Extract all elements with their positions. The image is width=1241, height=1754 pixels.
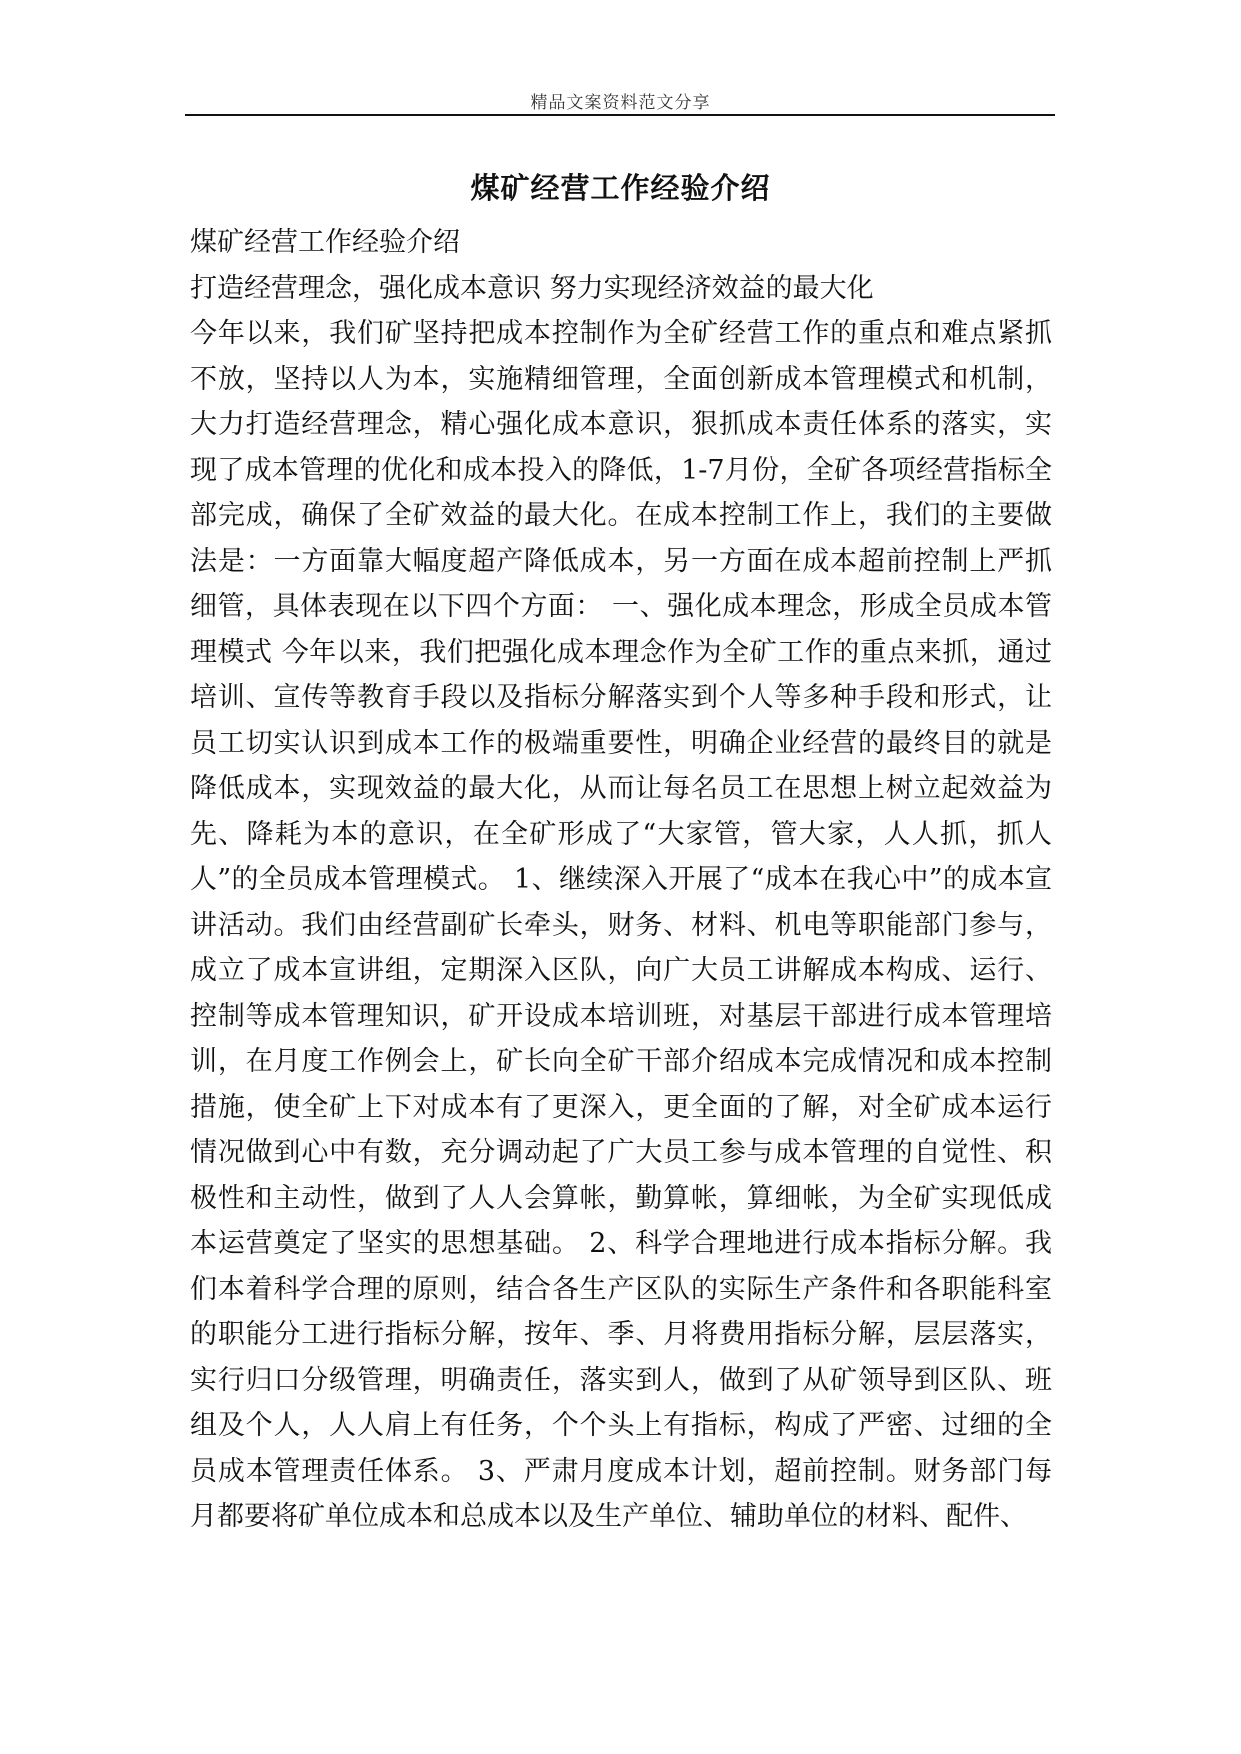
header-divider — [185, 114, 1055, 116]
document-paragraph: 今年以来，我们矿坚持把成本控制作为全矿经营工作的重点和难点紧抓不放，坚持以人为本，实施精细管理，全面创新成本管理模式和机制，大力打造经营理念，精心强化成本意识，狠抓成本责任体系的落实，实现了成本管理的优化和成本投入的降低，1-7月份，全矿各项经营指标全部完成，确保了全矿效益的最大化。在成本控制工作上，我们的主要做法是：一方面靠大幅度超产降低成本，另一方面在成本超前控制上严抓细管，具体表现在以下四个方面： 一、强化成本理念，形成全员成本管理模式 今年以来，我们把强化成本理念作为全矿工作的重点来抓，通过培训、宣传等教育手段以及指标分解落实到个人等多种手段和形式，让员工切实认识到成本工作的极端重要性，明确企业经营的最终目的就是降低成本，实现效益的最大化，从而让每名员工在思想上树立起效益为先、降耗为本的意识，在全矿形成了“大家管，管大家，人人抓，抓人人”的全员成本管理模式。 1、继续深入开展了“成本在我心中”的成本宣讲活动。我们由经营副矿长牵头，财务、材料、机电等职能部门参与，成立了成本宣讲组，定期深入区队，向广大员工讲解成本构成、运行、控制等成本管理知识，矿开设成本培训班，对基层干部进行成本管理培训，在月度工作例会上，矿长向全矿干部介绍成本完成情况和成本控制措施，使全矿上下对成本有了更深入，更全面的了解，对全矿成本运行情况做到心中有数，充分调动起了广大员工参与成本管理的自觉性、积极性和主动性，做到了人人会算帐，勤算帐，算细帐，为全矿实现低成本运营奠定了坚实的思想基础。 2、科学合理地进行成本指标分解。我们本着科学合理的原则，结合各生产区队的实际生产条件和各职能科室的职能分工进行指标分解，按年、季、月将费用指标分解，层层落实，实行归口分级管理，明确责任，落实到人，做到了从矿领导到区队、班组及个人，人人肩上有任务，个个头上有指标，构成了严密、过细的全员成本管理责任体系。 3、严肃月度成本计划，超前控制。财务部门每月都要将矿单位成本和总成本以及生产单位、辅助单位的材料、配件、 — [190, 318, 1052, 1532]
document-slogan: 打造经营理念，强化成本意识 努力实现经济效益的最大化 — [190, 272, 874, 304]
page-header: 精品文案资料范文分享 — [530, 93, 711, 113]
document-title: 煤矿经营工作经验介绍 — [470, 171, 771, 205]
document-body — [190, 220, 1052, 1540]
document-subtitle: 煤矿经营工作经验介绍 — [190, 227, 460, 258]
